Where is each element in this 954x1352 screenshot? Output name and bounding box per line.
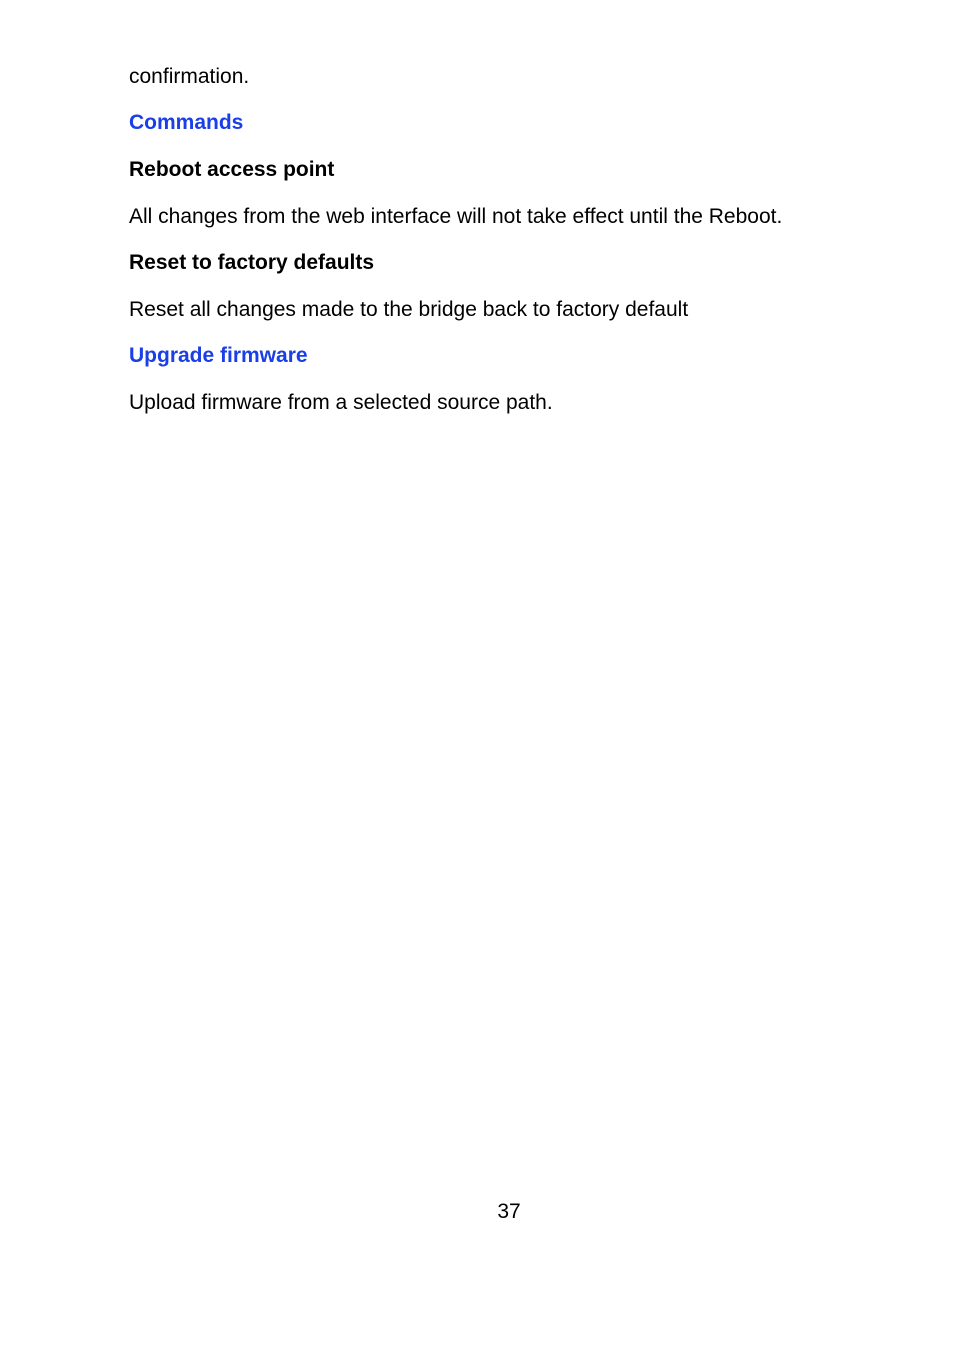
upgrade-firmware-heading: Upgrade firmware	[129, 344, 308, 367]
page-number: 37	[497, 1200, 521, 1223]
reboot-access-point-title: Reboot access point	[129, 158, 335, 181]
intro-continuation-text: confirmation.	[129, 65, 250, 88]
reboot-access-point-description: All changes from the web interface will not take effect until the Reboot.	[129, 205, 783, 228]
commands-heading: Commands	[129, 111, 244, 134]
reset-factory-defaults-title: Reset to factory defaults	[129, 251, 375, 274]
reset-factory-defaults-description: Reset all changes made to the bridge back to factory default	[129, 298, 689, 321]
upgrade-firmware-description: Upload firmware from a selected source path.	[129, 391, 553, 414]
